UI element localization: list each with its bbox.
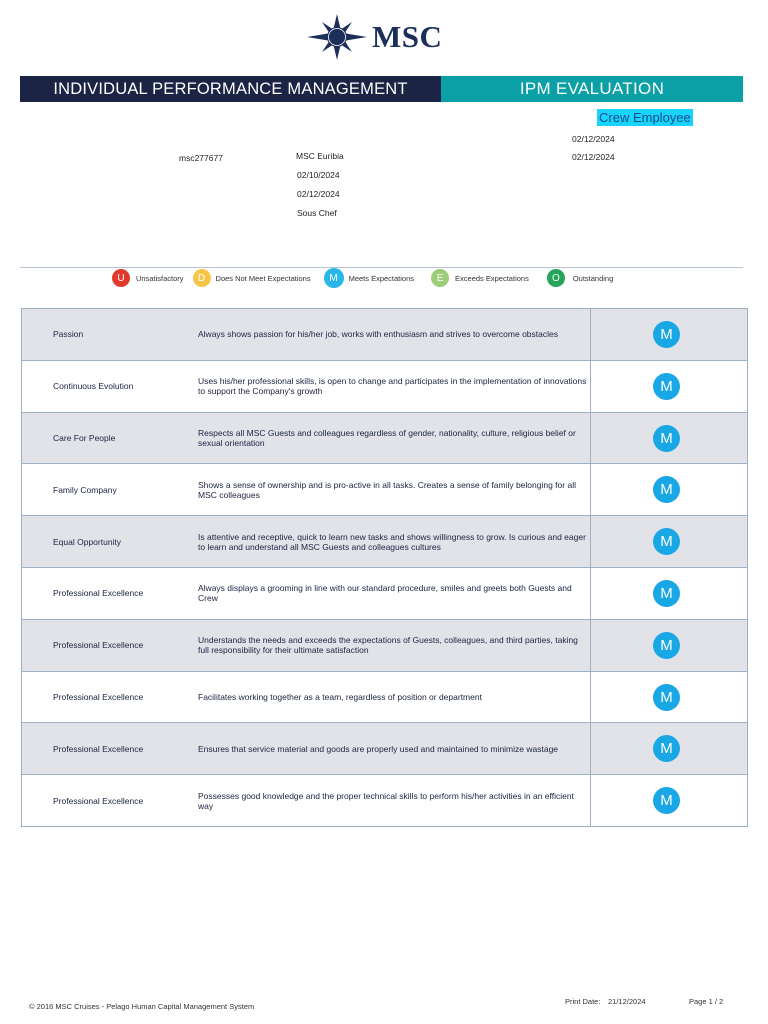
rating-badge-icon: M (653, 476, 680, 503)
row-category: Professional Excellence (53, 795, 144, 806)
print-date-value: 21/12/2024 (608, 997, 646, 1006)
row-description: Always shows passion for his/her job, works with enthusiasm and strives to overcome obstacles (198, 329, 558, 340)
rating-badge-icon: M (653, 373, 680, 400)
legend-item-outstanding (547, 269, 613, 287)
table-row (21, 413, 748, 465)
employee-id: msc277677 (179, 153, 223, 163)
row-category: Continuous Evolution (53, 381, 134, 392)
right-date-2: 02/12/2024 (572, 152, 615, 162)
rating-e-icon: E (431, 269, 449, 287)
column-divider (590, 516, 591, 567)
table-row (21, 516, 748, 568)
table-row (21, 775, 748, 827)
table-row (21, 464, 748, 516)
table-row (21, 620, 748, 672)
copyright-text: © 2016 MSC Cruises - Pelago Human Capital Management System (29, 1002, 255, 1011)
column-divider (590, 361, 591, 412)
column-divider (590, 723, 591, 774)
page-title: INDIVIDUAL PERFORMANCE MANAGEMENT (20, 76, 441, 102)
rating-badge-icon: M (653, 528, 680, 555)
row-category: Equal Opportunity (53, 536, 122, 547)
row-category: Professional Excellence (53, 743, 144, 754)
ship-name: MSC Euribia (296, 151, 344, 161)
right-date-1: 02/12/2024 (572, 134, 615, 144)
row-description: Respects all MSC Guests and colleagues regardless of gender, nationality, culture, religious belief or sexual orientation (198, 427, 576, 448)
print-date-label: Print Date: (565, 997, 601, 1006)
job-position: Sous Chef (297, 208, 337, 218)
rating-badge-icon: M (653, 684, 680, 711)
rating-d-icon: D (193, 269, 211, 287)
row-category: Professional Excellence (53, 691, 144, 702)
rating-legend (112, 269, 613, 287)
column-divider (590, 413, 591, 464)
legend-item-does-not-meet (193, 269, 311, 287)
legend-label: Exceeds Expectations (455, 273, 529, 283)
table-row (21, 672, 748, 724)
table-row (21, 361, 748, 413)
column-divider (590, 568, 591, 619)
row-description: Always displays a grooming in line with our standard procedure, smiles and greets both Guests and Crew (198, 583, 572, 604)
msc-logo (306, 14, 442, 60)
legend-label: Outstanding (572, 273, 614, 283)
rating-badge-icon: M (653, 321, 680, 348)
column-divider (590, 672, 591, 723)
legend-label: Does Not Meet Expectations (215, 273, 311, 283)
legend-item-meets (324, 268, 414, 288)
date-a: 02/10/2024 (297, 170, 340, 180)
table-row (21, 309, 748, 361)
rating-badge-icon: M (653, 425, 680, 452)
row-category: Professional Excellence (53, 640, 144, 651)
evaluation-table (21, 308, 748, 827)
table-row (21, 568, 748, 620)
page-number: Page 1 / 2 (689, 997, 724, 1006)
rating-badge-icon: M (653, 632, 680, 659)
rating-badge-icon: M (653, 787, 680, 814)
title-bar (20, 76, 743, 102)
legend-label: Unsatisfactory (136, 273, 184, 283)
row-category: Professional Excellence (53, 588, 144, 599)
row-description: Possesses good knowledge and the proper technical skills to perform his/her activities in an efficient way (198, 790, 574, 811)
date-b: 02/12/2024 (297, 189, 340, 199)
brand-name: MSC (372, 19, 443, 54)
column-divider (590, 620, 591, 671)
column-divider (590, 464, 591, 515)
legend-item-unsatisfactory (112, 269, 184, 287)
row-description: Facilitates working together as a team, regardless of position or department (198, 691, 482, 702)
rating-m-icon: M (324, 268, 344, 288)
crew-employee-tag: Crew Employee (599, 110, 691, 125)
compass-rose-icon (306, 14, 368, 60)
evaluation-title: IPM EVALUATION (441, 76, 743, 102)
row-category: Care For People (53, 432, 116, 443)
row-description: Shows a sense of ownership and is pro-active in all tasks. Creates a sense of family belonging for all MSC colleagues (198, 479, 576, 500)
rating-o-icon: O (547, 269, 565, 287)
rating-u-icon: U (112, 269, 130, 287)
row-description: Understands the needs and exceeds the expectations of Guests, colleagues, and third parties, taking full responsibility for their ultimate satisfaction (198, 635, 578, 656)
rating-badge-icon: M (653, 580, 680, 607)
row-description: Uses his/her professional skills, is open to change and participates in the implementation of innovations to support the Company's growth (198, 376, 587, 397)
table-row (21, 723, 748, 775)
legend-item-exceeds (431, 269, 529, 287)
row-category: Family Company (53, 484, 117, 495)
row-description: Ensures that service material and goods are properly used and maintained to minimize wastage (198, 743, 559, 754)
legend-label: Meets Expectations (348, 273, 415, 283)
column-divider (590, 775, 591, 826)
rating-badge-icon: M (653, 735, 680, 762)
column-divider (590, 309, 591, 360)
row-category: Passion (53, 329, 84, 340)
row-description: Is attentive and receptive, quick to learn new tasks and shows willingness to grow. Is curious and eager to learn and understand all MSC Guests and colleagues cultures (198, 531, 586, 552)
